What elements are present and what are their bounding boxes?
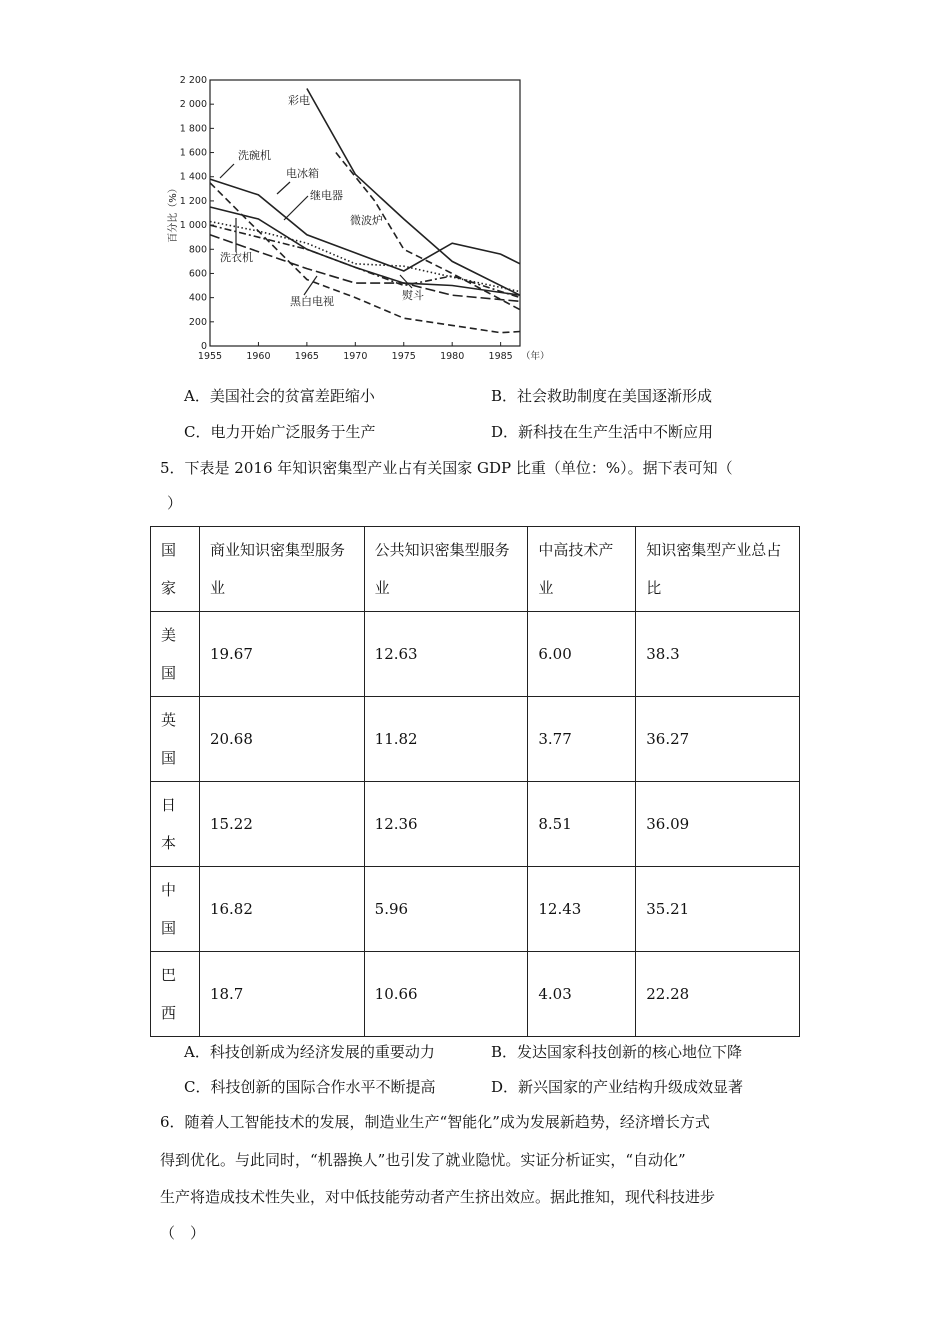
series-label: 洗碗机 xyxy=(238,149,271,162)
q6-stem-line-2: 得到优化。与此同时，“机器换人”也引发了就业隐忧。实证分析证实，“自动化” xyxy=(160,1151,686,1169)
y-tick-label: 200 xyxy=(188,316,207,328)
chart-series-labels xyxy=(220,93,424,308)
y-axis-label: 百分比（%） xyxy=(168,183,179,243)
q6-stem-bracket: （ ） xyxy=(160,1224,206,1242)
q5-option-a: A．科技创新成为经济发展的重要动力 xyxy=(184,1043,435,1061)
table-cell: 38.3 xyxy=(636,612,800,697)
series-label: 电冰箱 xyxy=(286,167,319,180)
x-tick-label: 1975 xyxy=(391,351,416,362)
table-cell: 10.66 xyxy=(364,952,528,1037)
table-cell: 12.63 xyxy=(364,612,528,697)
table-cell: 18.7 xyxy=(199,952,364,1037)
table-cell-country: 中国 xyxy=(151,867,200,952)
x-tick-label: 1965 xyxy=(294,351,319,362)
y-tick-label: 600 xyxy=(188,268,207,280)
table-header-cell: 公共知识密集型服务业 xyxy=(364,527,528,612)
series-label-pointer xyxy=(277,182,290,194)
chart-series xyxy=(210,89,520,333)
series-line-熨斗 xyxy=(210,235,520,301)
series-label: 微波炉 xyxy=(350,214,383,227)
y-tick-label: 1 000 xyxy=(179,220,207,232)
table-row xyxy=(151,697,800,782)
q6-stem-line-3: 生产将造成技术性失业，对中低技能劳动者产生挤出效应。据此推知，现代科技进步 xyxy=(160,1188,716,1206)
y-tick-label: 1 200 xyxy=(179,195,207,207)
table-header-cell: 中高技术产业 xyxy=(528,527,636,612)
table-cell: 11.82 xyxy=(364,697,528,782)
table-cell: 6.00 xyxy=(528,612,636,697)
x-axis-unit: （年） xyxy=(521,351,550,362)
y-tick-label: 2 200 xyxy=(179,75,207,86)
x-tick-label: 1980 xyxy=(440,351,465,362)
table-cell: 8.51 xyxy=(528,782,636,867)
table-row xyxy=(151,952,800,1037)
table-cell: 19.67 xyxy=(199,612,364,697)
series-label: 熨斗 xyxy=(402,289,424,302)
x-tick-label: 1970 xyxy=(343,351,368,362)
table-cell: 15.22 xyxy=(199,782,364,867)
q5-stem-bracket: ） xyxy=(167,494,183,512)
y-tick-label: 1 800 xyxy=(179,123,207,135)
series-label: 彩电 xyxy=(288,94,310,107)
plot-frame xyxy=(210,80,520,346)
table-cell-country: 美国 xyxy=(151,612,200,697)
q5-stem: 5．下表是 2016 年知识密集型产业占有关国家 GDP 比重（单位：%）。据下表可知（ xyxy=(160,459,733,477)
table-row xyxy=(151,782,800,867)
q6-stem-line-1: 6．随着人工智能技术的发展，制造业生产“智能化”成为发展新趋势，经济增长方式 xyxy=(160,1113,710,1131)
series-label: 洗衣机 xyxy=(220,251,253,264)
table-cell: 35.21 xyxy=(636,867,800,952)
table-cell: 20.68 xyxy=(199,697,364,782)
y-tick-label: 0 xyxy=(200,341,207,352)
table-cell: 22.28 xyxy=(636,952,800,1037)
table-cell-country: 英国 xyxy=(151,697,200,782)
table-header-cell: 国家 xyxy=(151,527,200,612)
x-tick-label: 1955 xyxy=(197,351,223,362)
gdp-share-table xyxy=(150,526,800,1037)
series-label-pointer xyxy=(400,275,412,288)
y-tick-label: 400 xyxy=(188,292,207,304)
q5-option-d: D．新兴国家的产业结构升级成效显著 xyxy=(491,1078,744,1096)
x-tick-label: 1960 xyxy=(246,351,271,362)
table-cell: 36.27 xyxy=(636,697,800,782)
q4-option-d: D．新科技在生产生活中不断应用 xyxy=(491,423,714,441)
table-header-row xyxy=(151,527,800,612)
table-cell-country: 日本 xyxy=(151,782,200,867)
table-cell: 12.36 xyxy=(364,782,528,867)
appliance-price-chart xyxy=(150,70,550,370)
table-header-cell: 知识密集型产业总占比 xyxy=(636,527,800,612)
y-tick-label: 2 000 xyxy=(179,99,207,111)
q5-option-c: C．科技创新的国际合作水平不断提高 xyxy=(184,1078,436,1096)
series-label: 继电器 xyxy=(310,189,343,202)
y-tick-label: 800 xyxy=(188,244,207,256)
table-cell-country: 巴西 xyxy=(151,952,200,1037)
table-cell: 4.03 xyxy=(528,952,636,1037)
y-tick-label: 1 400 xyxy=(179,171,207,183)
q4-option-a: A．美国社会的贫富差距缩小 xyxy=(184,387,375,405)
table-cell: 3.77 xyxy=(528,697,636,782)
table-cell: 12.43 xyxy=(528,867,636,952)
series-line-洗碗机 xyxy=(210,183,520,333)
series-line-微波炉 xyxy=(336,153,520,310)
x-tick-label: 1985 xyxy=(488,351,513,362)
series-label: 黑白电视 xyxy=(290,295,334,308)
q5-option-b: B．发达国家科技创新的核心地位下降 xyxy=(491,1043,743,1061)
y-tick-label: 1 600 xyxy=(179,147,207,159)
table-cell: 36.09 xyxy=(636,782,800,867)
series-label-pointer xyxy=(284,196,308,220)
q4-option-c: C．电力开始广泛服务于生产 xyxy=(184,423,376,441)
table-row xyxy=(151,612,800,697)
series-label-pointer xyxy=(220,164,234,178)
table-cell: 16.82 xyxy=(199,867,364,952)
series-line-洗衣机 xyxy=(210,225,520,298)
table-header-cell: 商业知识密集型服务业 xyxy=(199,527,364,612)
table-row xyxy=(151,867,800,952)
q4-option-b: B．社会救助制度在美国逐渐形成 xyxy=(491,387,713,405)
table-cell: 5.96 xyxy=(364,867,528,952)
